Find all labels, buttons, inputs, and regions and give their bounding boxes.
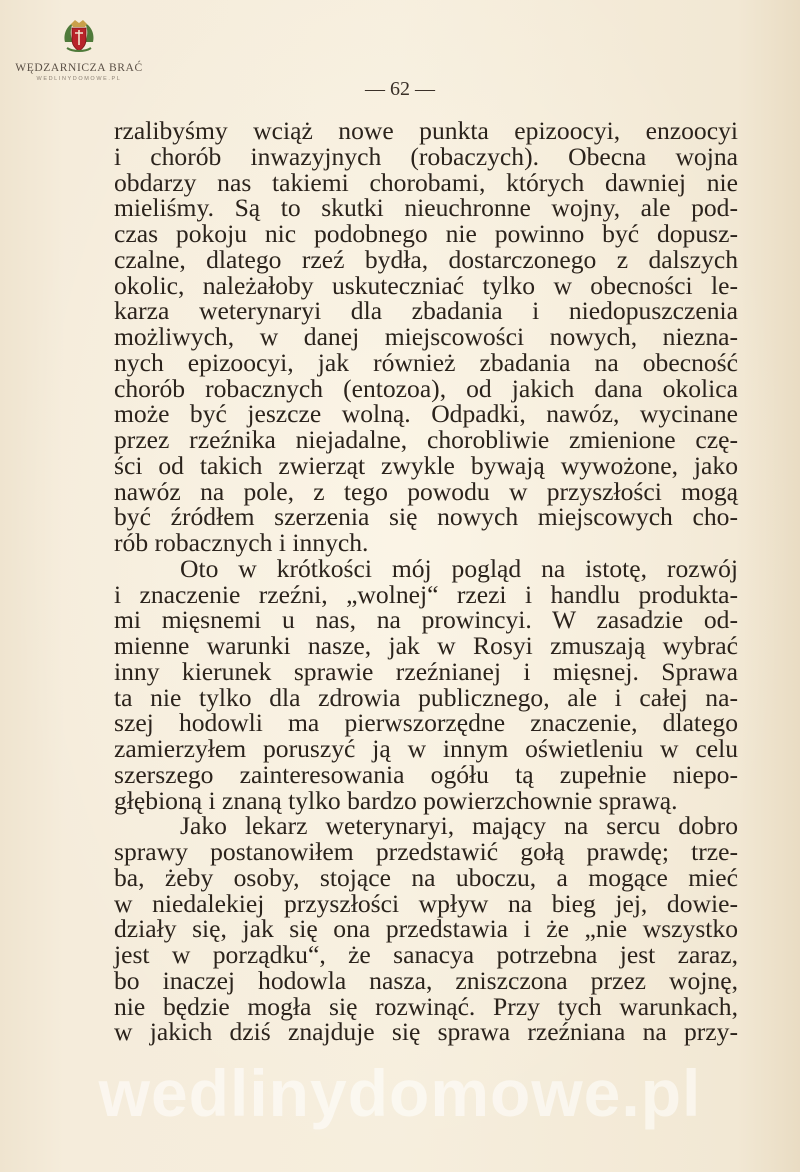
text-line: rzalibyśmy wciąż nowe punkta epizoocyi, enzoocyi xyxy=(114,116,738,145)
watermark: wedlinydomowe.pl xyxy=(98,1056,702,1130)
text-line: głębioną i znaną tylko bardzo powierzchownie sprawą. xyxy=(114,785,678,815)
text-line: ba, żeby osoby, stojące na uboczu, a mogące mieć xyxy=(114,862,738,892)
text-line: nie będzie mogła się rozwinąć. Przy tych warunkach, xyxy=(114,991,738,1021)
text-line: czas pokoju nic podobnego nie powinno być dopusz- xyxy=(114,219,738,248)
text-line: okolic, należałoby uskuteczniać tylko w obecności le- xyxy=(114,270,738,300)
text-line: chorób robacznych (entozoa), od jakich dana okolica xyxy=(114,373,738,403)
text-line: nych epizoocyi, jak również zbadania na obecność xyxy=(114,347,738,377)
text-line: zamierzyłem poruszyć ją w innym oświetleniu w celu xyxy=(114,734,738,763)
text-line: przez rzeźnika niejadalne, chorobliwie zmienione czę- xyxy=(114,425,738,454)
text-line: i znaczenie rzeźni, „wolnej“ rzezi i handlu produkta- xyxy=(114,579,738,609)
text-line: nawóz na pole, z tego powodu w przyszłości mogą xyxy=(114,476,738,506)
page-number: — 62 — xyxy=(365,78,435,100)
logo-url: WEDLINYDOMOWE.PL xyxy=(36,76,122,82)
text-line: jest w porządku“, że sanacya potrzebna jest zaraz, xyxy=(114,940,738,969)
text-line: szej hodowli ma pierwszorzędne znaczenie, dlatego xyxy=(114,708,738,738)
text-line: mieliśmy. Są to skutki nieuchronne wojny, ale pod- xyxy=(114,193,738,223)
text-line: bo inaczej hodowla nasza, zniszczona przez wojnę, xyxy=(114,965,738,995)
logo-name: WĘDZARNICZA BRAĆ xyxy=(15,62,143,74)
text-line: mi mięsnemi u nas, na prowincyi. W zasadzie od- xyxy=(114,605,738,635)
text-line: rób robacznych i innych. xyxy=(114,528,369,557)
text-line: ści od takich zwierząt zwykle bywają wywożone, jako xyxy=(114,450,738,480)
text-line: karza weterynaryi dla zbadania i niedopuszczenia xyxy=(114,296,738,326)
text-line: mienne warunki nasze, jak w Rosyi zmuszają wybrać xyxy=(114,631,738,660)
text-line: i chorób inwazyjnych (robaczych). Obecna wojna xyxy=(114,141,738,171)
text-line: działy się, jak się ona przedstawia i że „nie wszystko xyxy=(114,914,738,944)
page-body-text xyxy=(114,118,738,1045)
text-line: obdarzy nas takiemi chorobami, których dawniej nie xyxy=(114,167,738,197)
text-line: Jako lekarz weterynaryi, mający na sercu dobro xyxy=(180,811,738,841)
text-line: sprawy postanowiłem przedstawić gołą prawdę; trze- xyxy=(114,837,738,866)
paragraph-2 xyxy=(114,553,738,815)
coat-of-arms-icon xyxy=(59,18,99,58)
text-line: w niedalekiej przyszłości wpływ na bieg jej, dowie- xyxy=(114,888,738,918)
paragraph-3 xyxy=(114,813,738,1045)
paragraph-1 xyxy=(114,118,738,556)
text-line: inny kierunek sprawie rzeźnianej i mięsnej. Sprawa xyxy=(114,656,738,686)
text-line: może być jeszcze wolną. Odpadki, nawóz, wycinane xyxy=(114,399,738,429)
text-line: czalne, dlatego rzeź bydła, dostarczonego z dalszych xyxy=(114,244,738,274)
text-line: możliwych, w danej miejscowości nowych, niezna- xyxy=(114,322,738,351)
text-line: być źródłem szerzenia się nowych miejscowych cho- xyxy=(114,502,738,532)
text-line: Oto w krótkości mój pogląd na istotę, rozwój xyxy=(180,553,738,583)
text-line: szerszego zainteresowania ogółu tą zupełnie niepo- xyxy=(114,759,738,789)
text-line: ta nie tylko dla zdrowia publicznego, ale i całej na- xyxy=(114,682,738,712)
text-line: w jakich dziś znajduje się sprawa rzeźniana na przy- xyxy=(114,1017,738,1047)
